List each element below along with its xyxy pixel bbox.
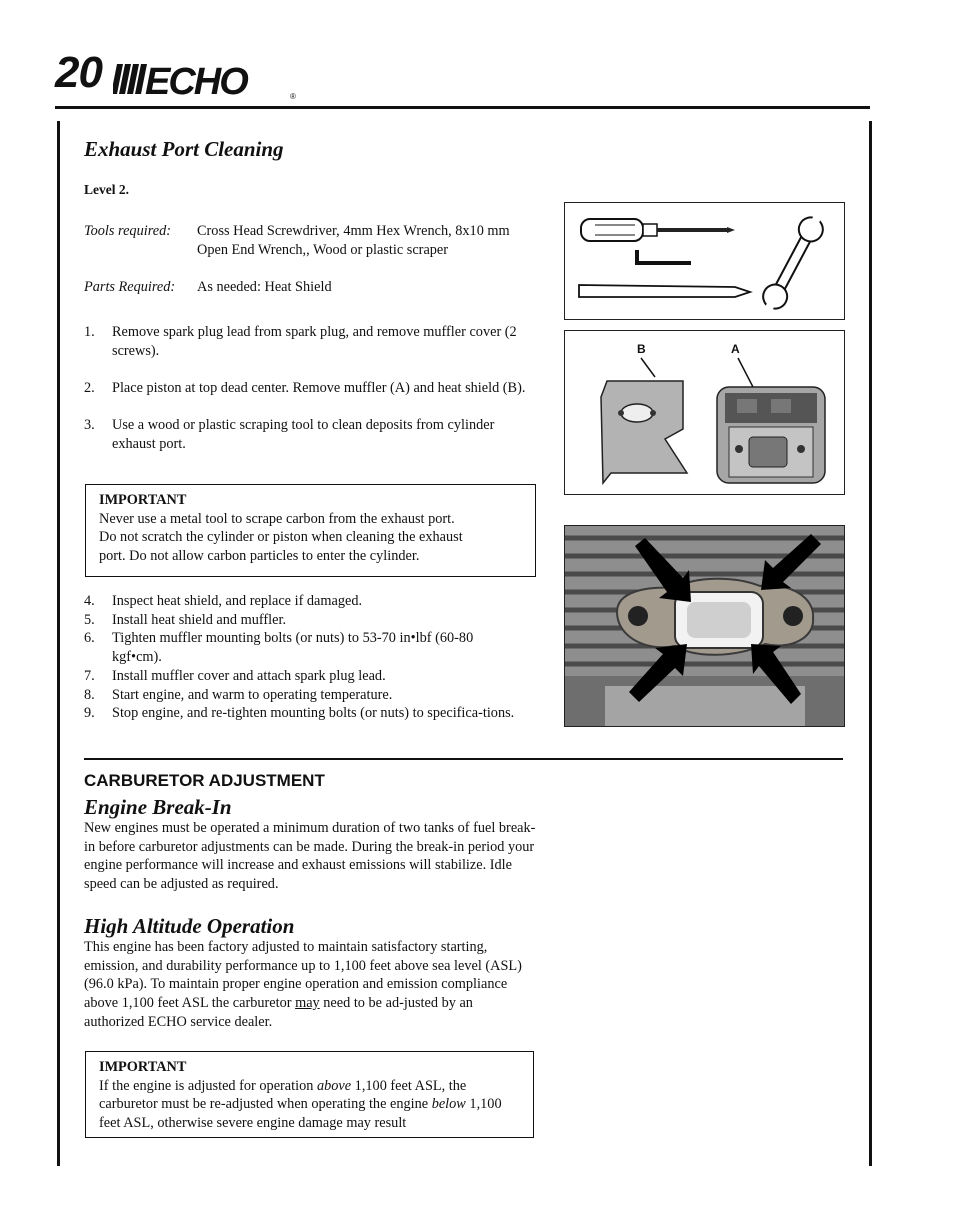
steps-list-a <box>84 323 536 454</box>
important-heading: IMPORTANT <box>99 492 187 508</box>
tools-illustration <box>565 203 844 319</box>
list-item: 3. Use a wood or plastic scraping tool to clean deposits from cylinder exhaust port. <box>84 417 495 453</box>
important-note-2 <box>85 1051 534 1138</box>
tools-value: Cross Head Screwdriver, 4mm Hex Wrench, 8x10 mm Open End Wrench,, Wood or plastic scraper <box>197 223 510 258</box>
list-item: 2. Place piston at top dead center. Remove muffler (A) and heat shield (B). <box>84 380 526 397</box>
subsection-title-altitude: High Altitude Operation <box>84 914 295 938</box>
list-item: 4. Inspect heat shield, and replace if damaged. <box>84 593 363 609</box>
section-divider <box>84 758 843 760</box>
section-title-exhaust: Exhaust Port Cleaning <box>84 137 284 161</box>
page-number: 20 <box>55 48 102 97</box>
list-item: 5. Install heat shield and muffler. <box>84 611 287 628</box>
important-line: Do not scratch the cylinder or piston when cleaning the exhaust <box>99 529 463 546</box>
section-title-carburetor: CARBURETOR ADJUSTMENT <box>84 771 325 790</box>
tools-figure <box>564 202 845 320</box>
emphasis-may: may <box>295 995 320 1012</box>
list-item: 8. Start engine, and warm to operating temperature. <box>84 686 393 703</box>
label-b: B <box>637 342 646 356</box>
list-item: 1. Remove spark plug lead from spark plug, and remove muffler cover (2 screws). <box>84 324 517 359</box>
svg-text:ECHO: ECHO <box>145 61 247 102</box>
list-item: 7. Install muffler cover and attach spark plug lead. <box>84 667 386 684</box>
steps-list-b <box>84 592 536 723</box>
list-item: 9. Stop engine, and re-tighten mounting bolts (or nuts) to specifica-tions. <box>84 705 515 722</box>
important-line: Never use a metal tool to scrape carbon from the exhaust port. <box>99 510 455 527</box>
level-label: Level 2. <box>84 182 129 197</box>
parts-label: Parts Required: <box>84 279 176 295</box>
important-note-1 <box>85 484 536 577</box>
svg-text:®: ® <box>290 92 296 101</box>
important-line: port. Do not allow carbon particles to enter the cylinder. <box>99 548 420 565</box>
exhaust-port-illustration <box>565 526 844 726</box>
break-in-paragraph: New engines must be operated a minimum duration of two tanks of fuel break-in before carburetor adjustments can be made. During the break-in period your engine performance will increase and exhaust emissions will stabilize. Idle speed can be adjusted as required. <box>84 820 536 893</box>
tools-label: Tools required: <box>84 223 171 239</box>
parts-value: As needed: Heat Shield <box>197 279 332 295</box>
header-rule <box>55 106 870 109</box>
list-item: 6. Tighten muffler mounting bolts (or nuts) to 53-70 in•lbf (60-80 kgf•cm). <box>84 630 474 666</box>
altitude-paragraph: This engine has been factory adjusted to maintain satisfactory starting, emission, and durability performance up to 1,100 feet above sea level (ASL) (96.0 kPa). To maintain proper engine operation and emission compliance above 1,100 feet ASL the carburetor may need to be ad-justed by an authorized ECHO service dealer. <box>84 939 522 1030</box>
left-border <box>57 121 60 1166</box>
subsection-title-break-in: Engine Break-In <box>84 795 232 819</box>
muffler-figure <box>564 330 845 495</box>
exhaust-port-photo <box>564 525 845 727</box>
echo-logo <box>113 56 305 102</box>
label-a: A <box>731 342 740 356</box>
important-heading: IMPORTANT <box>99 1059 187 1075</box>
right-border <box>869 121 872 1166</box>
important-text: If the engine is adjusted for operation above 1,100 feet ASL, the carburetor must be re-adjusted when operating the engine below 1,100 feet ASL, otherwise severe engine damage may result <box>99 1077 502 1132</box>
muffler-illustration <box>565 331 844 494</box>
